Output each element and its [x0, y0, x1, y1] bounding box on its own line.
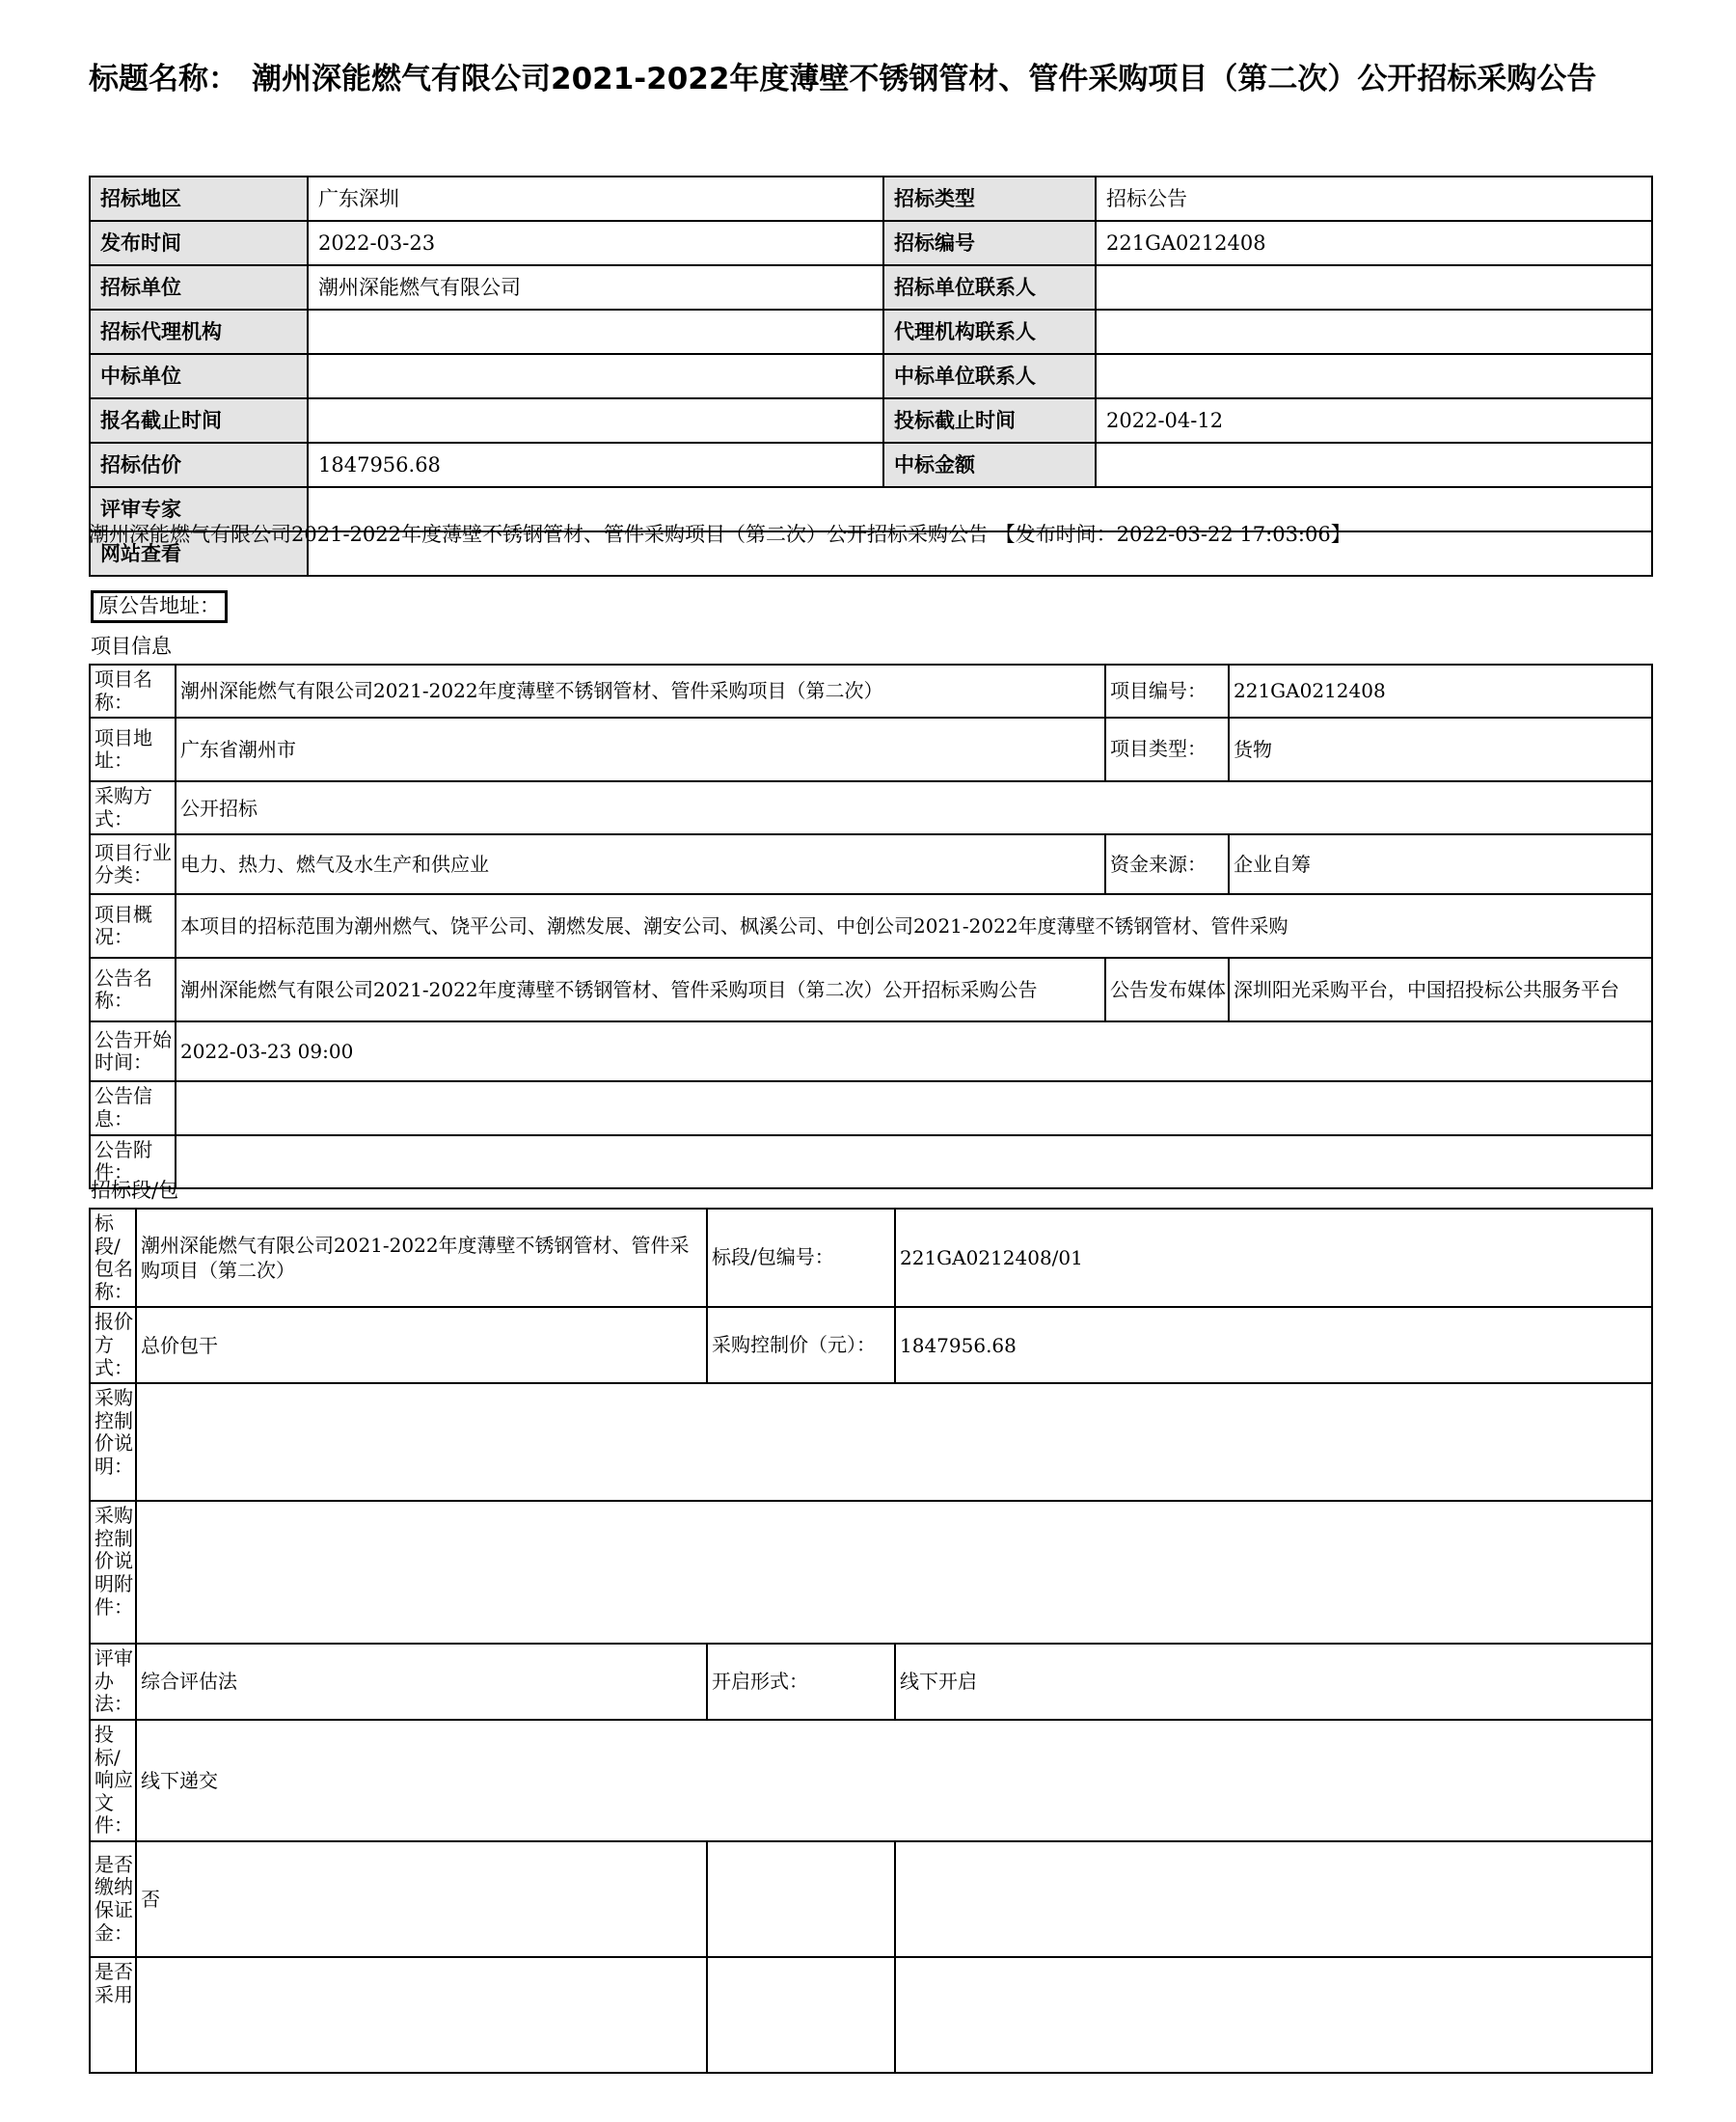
- table-row: [90, 221, 1652, 265]
- notice-start-time-value: 2022-03-23 09:00: [176, 1021, 1652, 1081]
- control-price-note-label: 采购控制价说明：: [90, 1383, 136, 1501]
- review-method-label: 评审办法：: [90, 1644, 136, 1720]
- adopt-value: [136, 1957, 707, 2073]
- summary-value-tender-unit-contact: [1096, 265, 1652, 310]
- section-heading-project-info: 项目信息: [91, 635, 172, 658]
- table-row: [90, 1501, 1652, 1644]
- project-overview-value: 本项目的招标范围为潮州燃气、饶平公司、潮燃发展、潮安公司、枫溪公司、中创公司2021-2022年度薄壁不锈钢管材、管件采购: [176, 894, 1652, 958]
- adopt-extra-cell-b: [895, 1957, 1652, 2073]
- table-row: [90, 1209, 1652, 1307]
- project-overview-label: 项目概况：: [90, 894, 176, 958]
- summary-value-award-amount: [1096, 443, 1652, 487]
- summary-label-estimate: 招标估价: [90, 443, 308, 487]
- table-row: [90, 1720, 1652, 1841]
- industry-label: 项目行业分类：: [90, 834, 176, 894]
- table-row: [90, 781, 1652, 834]
- notice-info-label: 公告信息：: [90, 1081, 176, 1134]
- deposit-required-label: 是否缴纳保证金：: [90, 1841, 136, 1957]
- control-price-attachment-label: 采购控制价说明附件：: [90, 1501, 136, 1644]
- summary-value-agency: [308, 310, 883, 354]
- table-row: [90, 443, 1652, 487]
- open-form-value: 线下开启: [895, 1644, 1652, 1720]
- section-heading-lot-info: 招标段/包: [91, 1179, 179, 1202]
- project-info-table: [89, 664, 1653, 1189]
- procurement-method-value: 公开招标: [176, 781, 1652, 834]
- original-announcement-url-label[interactable]: 原公告地址：: [91, 590, 228, 623]
- project-address-value: 广东省潮州市: [176, 718, 1105, 781]
- project-code-label: 项目编号：: [1105, 665, 1229, 718]
- control-price-value: 1847956.68: [895, 1307, 1652, 1383]
- project-address-label: 项目地址：: [90, 718, 176, 781]
- notice-name-label: 公告名称：: [90, 958, 176, 1021]
- summary-value-region: 广东深圳: [308, 177, 883, 221]
- summary-label-winner: 中标单位: [90, 354, 308, 398]
- project-code-value: 221GA0212408: [1229, 665, 1652, 718]
- lot-name-value: 潮州深能燃气有限公司2021-2022年度薄壁不锈钢管材、管件采购项目（第二次）: [136, 1209, 707, 1307]
- lot-package-table: [89, 1208, 1653, 2074]
- control-price-note-value: [136, 1383, 1652, 1501]
- announcement-headline: 潮州深能燃气有限公司2021-2022年度薄壁不锈钢管材、管件采购项目（第二次）公开招标采购公告 【发布时间：2022-03-22 17:03:06】: [89, 523, 1351, 546]
- table-row: [90, 834, 1652, 894]
- notice-attachment-value[interactable]: [176, 1135, 1652, 1188]
- table-row: [90, 958, 1652, 1021]
- notice-media-value: 深圳阳光采购平台，中国招投标公共服务平台: [1229, 958, 1652, 1021]
- lot-code-label: 标段/包编号：: [707, 1209, 895, 1307]
- summary-label-bid-deadline: 投标截止时间: [883, 398, 1096, 443]
- deposit-extra-cell-b: [895, 1841, 1652, 1957]
- summary-value-winner: [308, 354, 883, 398]
- deposit-required-value: 否: [136, 1841, 707, 1957]
- notice-info-value: [176, 1081, 1652, 1134]
- bid-document-value: 线下递交: [136, 1720, 1652, 1841]
- lot-code-value: 221GA0212408/01: [895, 1209, 1652, 1307]
- tender-summary-table: [89, 176, 1653, 577]
- summary-label-website: 网站查看: [90, 531, 308, 576]
- summary-label-agency-contact: 代理机构联系人: [883, 310, 1096, 354]
- summary-label-agency: 招标代理机构: [90, 310, 308, 354]
- review-method-value: 综合评估法: [136, 1644, 707, 1720]
- adopt-extra-cell-a: [707, 1957, 895, 2073]
- deposit-extra-cell-a: [707, 1841, 895, 1957]
- table-row: [90, 665, 1652, 718]
- project-name-label: 项目名称：: [90, 665, 176, 718]
- table-row: [90, 1383, 1652, 1501]
- table-row: [90, 265, 1652, 310]
- summary-label-tender-type: 招标类型: [883, 177, 1096, 221]
- page-title: [89, 60, 1651, 98]
- table-row: [90, 1841, 1652, 1957]
- summary-label-region: 招标地区: [90, 177, 308, 221]
- adopt-label: 是否采用: [90, 1957, 136, 2073]
- funding-source-label: 资金来源：: [1105, 834, 1229, 894]
- summary-label-tender-no: 招标编号: [883, 221, 1096, 265]
- table-row: [90, 718, 1652, 781]
- notice-name-value: 潮州深能燃气有限公司2021-2022年度薄壁不锈钢管材、管件采购项目（第二次）公开招标采购公告: [176, 958, 1105, 1021]
- project-type-label: 项目类型：: [1105, 718, 1229, 781]
- notice-start-time-label: 公告开始时间：: [90, 1021, 176, 1081]
- summary-label-tender-unit: 招标单位: [90, 265, 308, 310]
- table-row: [90, 177, 1652, 221]
- quote-method-value: 总价包干: [136, 1307, 707, 1383]
- control-price-attachment-value[interactable]: [136, 1501, 1652, 1644]
- table-row: [90, 310, 1652, 354]
- project-type-value: 货物: [1229, 718, 1652, 781]
- summary-value-bid-deadline: 2022-04-12: [1096, 398, 1652, 443]
- open-form-label: 开启形式：: [707, 1644, 895, 1720]
- summary-value-publish-time: 2022-03-23: [308, 221, 883, 265]
- table-row: [90, 1644, 1652, 1720]
- lot-name-label: 标段/包名称：: [90, 1209, 136, 1307]
- summary-value-tender-unit: 潮州深能燃气有限公司: [308, 265, 883, 310]
- summary-value-signup-deadline: [308, 398, 883, 443]
- summary-label-review-experts: 评审专家: [90, 487, 308, 531]
- table-row: [90, 354, 1652, 398]
- summary-value-winner-contact: [1096, 354, 1652, 398]
- quote-method-label: 报价方式：: [90, 1307, 136, 1383]
- summary-label-award-amount: 中标金额: [883, 443, 1096, 487]
- table-row: [90, 398, 1652, 443]
- table-row: [90, 1957, 1652, 2073]
- notice-attachment-label: 公告附件：: [90, 1135, 176, 1188]
- control-price-label: 采购控制价（元）：: [707, 1307, 895, 1383]
- bid-document-label: 投标/响应文件：: [90, 1720, 136, 1841]
- notice-media-label: 公告发布媒体: [1105, 958, 1229, 1021]
- page-title-label: 标题名称：: [89, 62, 238, 96]
- summary-value-tender-no: 221GA0212408: [1096, 221, 1652, 265]
- table-row: [90, 894, 1652, 958]
- page-title-text: 潮州深能燃气有限公司2021-2022年度薄壁不锈钢管材、管件采购项目（第二次）公开招标采购公告: [252, 62, 1597, 96]
- summary-label-signup-deadline: 报名截止时间: [90, 398, 308, 443]
- summary-label-tender-unit-contact: 招标单位联系人: [883, 265, 1096, 310]
- summary-value-tender-type: 招标公告: [1096, 177, 1652, 221]
- summary-label-winner-contact: 中标单位联系人: [883, 354, 1096, 398]
- summary-label-publish-time: 发布时间: [90, 221, 308, 265]
- summary-value-agency-contact: [1096, 310, 1652, 354]
- table-row: [90, 1081, 1652, 1134]
- table-row: [90, 1135, 1652, 1188]
- funding-source-value: 企业自筹: [1229, 834, 1652, 894]
- project-name-value: 潮州深能燃气有限公司2021-2022年度薄壁不锈钢管材、管件采购项目（第二次）: [176, 665, 1105, 718]
- table-row: [90, 1021, 1652, 1081]
- industry-value: 电力、热力、燃气及水生产和供应业: [176, 834, 1105, 894]
- table-row: [90, 1307, 1652, 1383]
- procurement-method-label: 采购方式：: [90, 781, 176, 834]
- summary-value-estimate: 1847956.68: [308, 443, 883, 487]
